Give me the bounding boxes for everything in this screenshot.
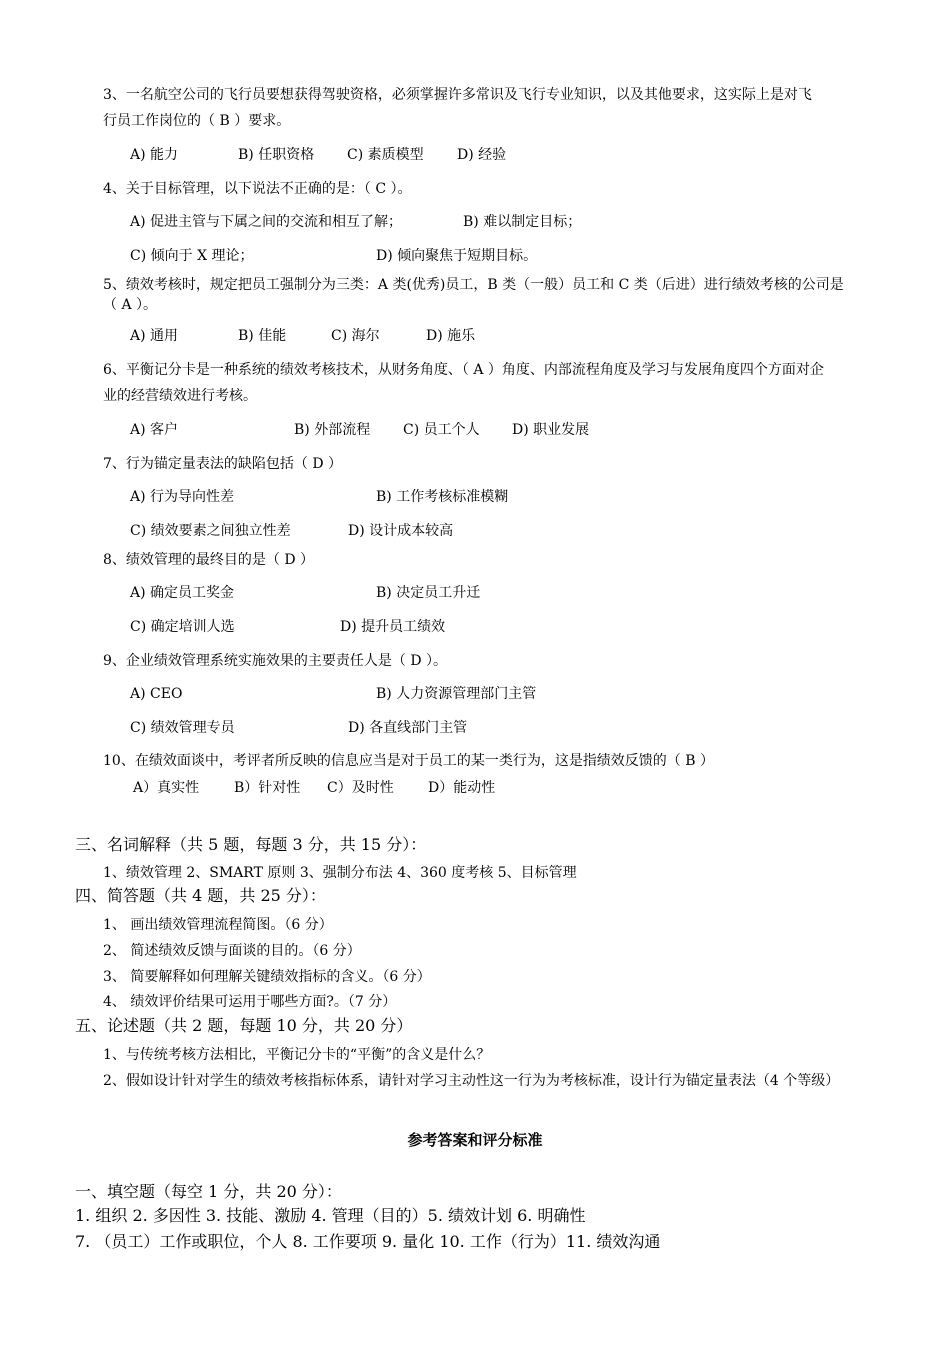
section-3-title: 三、名词解释（共 5 题，每题 3 分，共 15 分）： [75,835,427,854]
q6-option-d: D) 职业发展 [512,422,590,438]
q9-stem: 9、企业绩效管理系统实施效果的主要责任人是（ D ）。 [103,653,448,669]
answers-section-1-title: 一、填空题（每空 1 分，共 20 分）： [75,1182,342,1201]
q6-stem-line2: 业的经营绩效进行考核。 [103,388,257,404]
q10-option-b: B）针对性 [234,780,301,796]
q4-stem: 4、关于目标管理，以下说法不正确的是：（ C ）。 [103,181,412,197]
q4-option-a: A) 促进主管与下属之间的交流和相互了解； [130,214,403,230]
q8-stem: 8、绩效管理的最终目的是（ D ） [103,552,315,568]
q5-option-c: C) 海尔 [331,328,380,344]
q10-stem: 10、在绩效面谈中，考评者所反映的信息应当是对于员工的某一类行为，这是指绩效反馈的（ B ） [103,753,715,769]
section-4-title: 四、简答题（共 4 题，共 25 分）： [75,886,326,905]
section-4-item-4: 4、 绩效评价结果可运用于哪些方面?。（7 分） [103,994,397,1010]
q7-option-b: B) 工作考核标准模糊 [376,489,509,505]
q8-option-a: A) 确定员工奖金 [130,585,235,601]
q8-option-b: B) 决定员工升迁 [376,585,481,601]
section-3-items: 1、绩效管理 2、SMART 原则 3、强制分布法 4、360 度考核 5、目标管理 [103,865,577,881]
section-4-item-2: 2、 简述绩效反馈与面谈的目的。（6 分） [103,943,361,959]
q6-option-c: C) 员工个人 [403,422,480,438]
section-5-title: 五、论述题（共 2 题，每题 10 分，共 20 分） [75,1016,413,1035]
q3-option-d: D) 经验 [457,147,507,163]
q3-option-a: A) 能力 [130,147,179,163]
q9-option-b: B) 人力资源管理部门主管 [376,686,537,702]
q8-option-c: C) 确定培训人选 [130,619,235,635]
q6-option-a: A) 客户 [130,422,179,438]
q9-option-c: C) 绩效管理专员 [130,720,235,736]
q6-option-b: B) 外部流程 [294,422,371,438]
q10-option-a: A）真实性 [133,780,200,796]
section-4-item-1: 1、 画出绩效管理流程简图。（6 分） [103,917,333,933]
q5-option-d: D) 施乐 [426,328,476,344]
q5-stem-line1: 5、绩效考核时，规定把员工强制分为三类：A 类(优秀)员工，B 类（一般）员工和 C 类（后进）进行绩效考核的公司是 [103,277,844,293]
answers-heading: 参考答案和评分标准 [407,1131,543,1149]
q3-option-b: B) 任职资格 [238,147,315,163]
q5-option-b: B) 佳能 [238,328,287,344]
q5-option-a: A) 通用 [130,328,179,344]
q4-option-b: B) 难以制定目标； [463,214,582,230]
q4-option-c: C) 倾向于 X 理论； [130,248,254,264]
answers-line-2: 7. （员工）工作或职位，个人 8. 工作要项 9. 量化 10. 工作（行为）11. 绩效沟通 [75,1232,661,1251]
q9-option-a: A) CEO [130,686,183,702]
q3-stem-line2: 行员工作岗位的（ B ）要求。 [103,113,291,129]
q7-option-d: D) 设计成本较高 [348,523,454,539]
q3-stem-line1: 3、一名航空公司的飞行员要想获得驾驶资格，必须掌握许多常识及飞行专业知识，以及其他要求，这实际上是对飞 [103,87,812,103]
q10-option-d: D）能动性 [428,780,496,796]
section-4-item-3: 3、 简要解释如何理解关键绩效指标的含义。（6 分） [103,969,431,985]
q10-option-c: C）及时性 [327,780,394,796]
q7-stem: 7、行为锚定量表法的缺陷包括（ D ） [103,456,343,472]
q4-option-d: D) 倾向聚焦于短期目标。 [376,248,538,264]
q8-option-d: D) 提升员工绩效 [340,619,446,635]
q3-option-c: C) 素质模型 [347,147,424,163]
q5-stem-line2: （ A ）。 [103,297,158,313]
section-5-item-2: 2、假如设计针对学生的绩效考核指标体系，请针对学习主动性这一行为为考核标准，设计行为锚定量表法（4 个等级） [103,1073,840,1089]
section-5-item-1: 1、与传统考核方法相比，平衡记分卡的“平衡”的含义是什么？ [103,1047,491,1063]
q7-option-c: C) 绩效要素之间独立性差 [130,523,291,539]
q7-option-a: A) 行为导向性差 [130,489,235,505]
answers-line-1: 1. 组织 2. 多因性 3. 技能、激励 4. 管理（目的）5. 绩效计划 6. 明确性 [75,1206,586,1225]
q9-option-d: D) 各直线部门主管 [348,720,468,736]
q6-stem-line1: 6、平衡记分卡是一种系统的绩效考核技术，从财务角度、（ A ）角度、内部流程角度及学习与发展角度四个方面对企 [103,362,824,378]
